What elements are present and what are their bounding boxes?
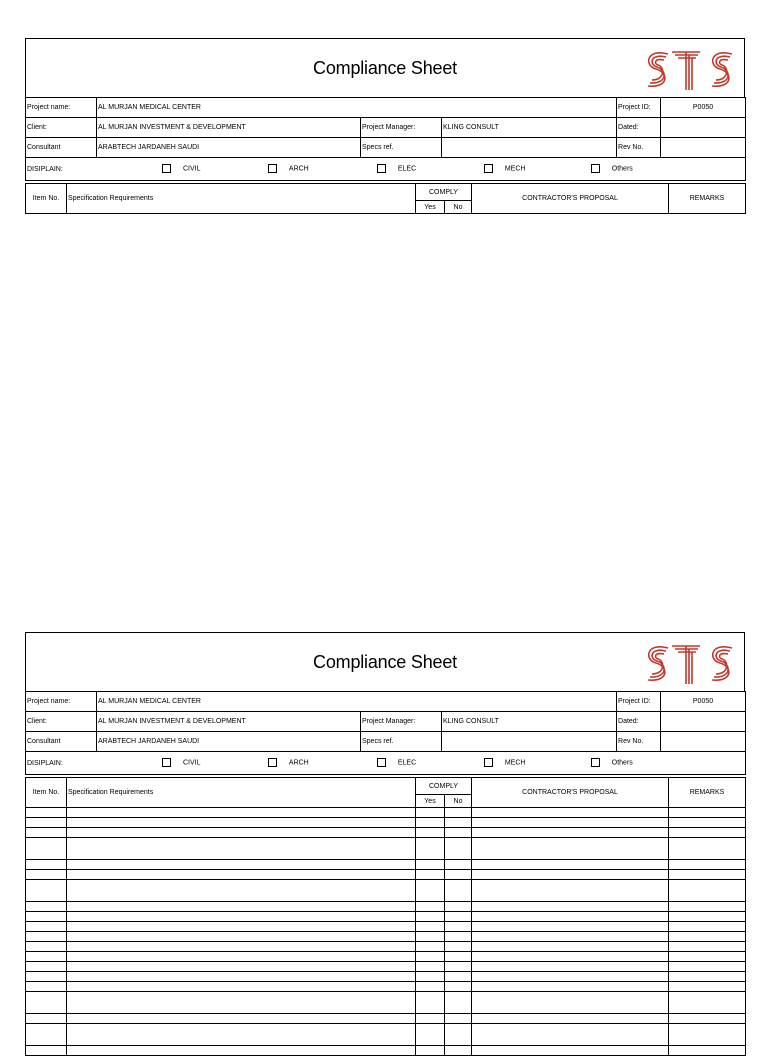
table-cell[interactable] — [67, 912, 416, 922]
table-cell[interactable] — [67, 870, 416, 880]
col-yes: Yes — [416, 201, 445, 214]
client-label: Client: — [26, 712, 97, 732]
checkbox-others[interactable] — [591, 758, 600, 767]
option-arch[interactable] — [268, 758, 375, 767]
col-yes: Yes — [416, 795, 445, 808]
table-cell[interactable] — [472, 1024, 669, 1046]
project-name-value: AL MURJAN MEDICAL CENTER — [97, 692, 617, 712]
table-cell[interactable] — [67, 860, 416, 870]
col-no: No — [445, 795, 472, 808]
checkbox-arch[interactable] — [268, 164, 277, 173]
table-row — [26, 912, 746, 922]
table-cell[interactable] — [669, 1046, 746, 1056]
table-cell[interactable] — [416, 972, 445, 982]
table-cell[interactable] — [67, 992, 416, 1014]
table-row — [26, 972, 746, 982]
table-row — [26, 942, 746, 952]
compliance-table — [25, 777, 746, 1056]
table-cell[interactable] — [472, 932, 669, 942]
table-cell[interactable] — [445, 912, 472, 922]
dated-value — [661, 118, 746, 138]
checkbox-elec[interactable] — [377, 758, 386, 767]
table-cell[interactable] — [67, 972, 416, 982]
table-cell[interactable] — [669, 1024, 746, 1046]
table-cell[interactable] — [67, 942, 416, 952]
table-cell[interactable] — [445, 880, 472, 902]
civil-label: CIVIL — [182, 165, 201, 173]
option-mech[interactable] — [484, 164, 589, 173]
table-cell[interactable] — [445, 952, 472, 962]
client-label: Client: — [26, 118, 97, 138]
table-cell[interactable] — [67, 982, 416, 992]
consultant-label: Consultant — [26, 732, 97, 752]
option-others[interactable] — [591, 758, 633, 767]
table-cell[interactable] — [26, 912, 67, 922]
project-id-label: Project ID: — [617, 98, 661, 118]
table-cell[interactable] — [416, 912, 445, 922]
client-value: AL MURJAN INVESTMENT & DEVELOPMENT — [97, 712, 361, 732]
option-elec[interactable] — [377, 164, 482, 173]
table-cell[interactable] — [67, 1014, 416, 1024]
rev-value — [661, 732, 746, 752]
table-row — [26, 838, 746, 860]
option-elec[interactable] — [377, 758, 482, 767]
table-cell[interactable] — [26, 1046, 67, 1056]
checkbox-civil[interactable] — [162, 758, 171, 767]
table-cell[interactable] — [416, 828, 445, 838]
discipline-label: DISIPLAIN: — [27, 759, 63, 767]
table-row — [26, 952, 746, 962]
project-name-value: AL MURJAN MEDICAL CENTER — [97, 98, 617, 118]
table-cell[interactable] — [26, 972, 67, 982]
sts-logo — [640, 44, 738, 94]
table-cell[interactable] — [472, 838, 669, 860]
dated-label: Dated: — [617, 118, 661, 138]
table-cell[interactable] — [669, 992, 746, 1014]
option-mech[interactable] — [484, 758, 589, 767]
col-remarks: REMARKS — [669, 778, 746, 808]
table-cell[interactable] — [416, 922, 445, 932]
discipline-row — [26, 158, 746, 181]
table-cell[interactable] — [26, 808, 67, 818]
title-box — [25, 39, 745, 97]
project-name-label: Project name: — [26, 98, 97, 118]
specs-value — [442, 732, 617, 752]
table-row — [26, 902, 746, 912]
table-cell[interactable] — [26, 952, 67, 962]
table-cell[interactable] — [445, 902, 472, 912]
checkbox-mech[interactable] — [484, 758, 493, 767]
table-cell[interactable] — [26, 880, 67, 902]
table-cell[interactable] — [669, 818, 746, 828]
checkbox-civil[interactable] — [162, 164, 171, 173]
table-cell[interactable] — [26, 962, 67, 972]
table-cell[interactable] — [67, 902, 416, 912]
table-row — [26, 818, 746, 828]
table-cell[interactable] — [67, 828, 416, 838]
table-cell[interactable] — [445, 932, 472, 942]
table-cell[interactable] — [416, 1014, 445, 1024]
table-cell[interactable] — [67, 952, 416, 962]
mech-label: MECH — [504, 165, 526, 173]
option-arch[interactable] — [268, 164, 375, 173]
pm-value: KLING CONSULT — [442, 712, 617, 732]
table-cell[interactable] — [26, 992, 67, 1014]
table-cell[interactable] — [445, 1014, 472, 1024]
table-row — [26, 860, 746, 870]
table-cell[interactable] — [416, 992, 445, 1014]
others-label: Others — [611, 165, 633, 173]
rev-value — [661, 138, 746, 158]
table-cell[interactable] — [472, 1014, 669, 1024]
table-cell[interactable] — [669, 838, 746, 860]
client-value: AL MURJAN INVESTMENT & DEVELOPMENT — [97, 118, 361, 138]
consultant-value: ARABTECH JARDANEH SAUDI — [97, 732, 361, 752]
table-row — [26, 932, 746, 942]
table-cell[interactable] — [669, 962, 746, 972]
sheet-title: Compliance Sheet — [313, 652, 457, 672]
specs-label: Specs ref. — [361, 732, 442, 752]
table-cell[interactable] — [26, 982, 67, 992]
table-cell[interactable] — [67, 1024, 416, 1046]
table-cell[interactable] — [445, 972, 472, 982]
table-cell[interactable] — [472, 902, 669, 912]
elec-label: ELEC — [397, 165, 417, 173]
pm-value: KLING CONSULT — [442, 118, 617, 138]
table-cell[interactable] — [472, 828, 669, 838]
table-cell[interactable] — [472, 962, 669, 972]
table-cell[interactable] — [67, 1046, 416, 1056]
table-cell[interactable] — [669, 912, 746, 922]
checkbox-others[interactable] — [591, 164, 600, 173]
col-remarks: REMARKS — [669, 184, 746, 214]
table-cell[interactable] — [416, 982, 445, 992]
dated-label: Dated: — [617, 712, 661, 732]
header-table — [25, 183, 746, 214]
col-spec: Specification Requirements — [67, 778, 416, 808]
table-cell[interactable] — [26, 922, 67, 932]
arch-label: ARCH — [288, 759, 309, 767]
table-row — [26, 1024, 746, 1046]
table-cell[interactable] — [472, 922, 669, 932]
col-item: Item No. — [26, 778, 67, 808]
pm-label: Project Manager: — [361, 712, 442, 732]
table-cell[interactable] — [26, 932, 67, 942]
table-cell[interactable] — [669, 942, 746, 952]
compliance-sheet-2 — [25, 632, 745, 1025]
project-id-label: Project ID: — [617, 692, 661, 712]
table-row — [26, 922, 746, 932]
table-cell[interactable] — [472, 1046, 669, 1056]
checkbox-arch[interactable] — [268, 758, 277, 767]
info-table — [25, 691, 746, 775]
table-cell[interactable] — [26, 860, 67, 870]
table-cell[interactable] — [445, 860, 472, 870]
table-cell[interactable] — [445, 870, 472, 880]
table-cell[interactable] — [26, 1014, 67, 1024]
sheet-title: Compliance Sheet — [313, 58, 457, 78]
table-cell[interactable] — [67, 808, 416, 818]
project-id-value: P0050 — [661, 98, 746, 118]
table-cell[interactable] — [416, 870, 445, 880]
others-label: Others — [611, 759, 633, 767]
table-row — [26, 828, 746, 838]
table-row — [26, 1046, 746, 1056]
table-cell[interactable] — [669, 932, 746, 942]
table-cell[interactable] — [669, 860, 746, 870]
table-cell[interactable] — [26, 902, 67, 912]
col-comply: COMPLY — [416, 184, 472, 201]
table-cell[interactable] — [669, 870, 746, 880]
civil-label: CIVIL — [182, 759, 201, 767]
table-cell[interactable] — [472, 880, 669, 902]
table-cell[interactable] — [67, 922, 416, 932]
col-proposal: CONTRACTOR'S PROPOSAL — [472, 778, 669, 808]
mech-label: MECH — [504, 759, 526, 767]
table-cell[interactable] — [67, 818, 416, 828]
table-cell[interactable] — [445, 922, 472, 932]
table-cell[interactable] — [445, 1046, 472, 1056]
table-cell[interactable] — [416, 1046, 445, 1056]
table-cell[interactable] — [416, 818, 445, 828]
table-cell[interactable] — [472, 870, 669, 880]
project-name-label: Project name: — [26, 692, 97, 712]
arch-label: ARCH — [288, 165, 309, 173]
table-row — [26, 870, 746, 880]
rev-label: Rev No. — [617, 732, 661, 752]
table-cell[interactable] — [445, 838, 472, 860]
table-cell[interactable] — [26, 838, 67, 860]
checkbox-mech[interactable] — [484, 164, 493, 173]
table-cell[interactable] — [669, 902, 746, 912]
sts-logo — [640, 638, 738, 688]
table-cell[interactable] — [416, 932, 445, 942]
table-cell[interactable] — [26, 870, 67, 880]
option-civil[interactable] — [162, 164, 266, 173]
table-cell[interactable] — [416, 1024, 445, 1046]
col-comply: COMPLY — [416, 778, 472, 795]
table-cell[interactable] — [445, 828, 472, 838]
table-cell[interactable] — [416, 902, 445, 912]
table-cell[interactable] — [416, 952, 445, 962]
info-table — [25, 97, 746, 181]
table-cell[interactable] — [472, 972, 669, 982]
table-cell[interactable] — [26, 828, 67, 838]
specs-label: Specs ref. — [361, 138, 442, 158]
svg-text:STS: STS — [640, 44, 642, 45]
table-cell[interactable] — [669, 1014, 746, 1024]
table-cell[interactable] — [26, 818, 67, 828]
table-cell[interactable] — [416, 880, 445, 902]
table-cell[interactable] — [416, 808, 445, 818]
table-cell[interactable] — [472, 912, 669, 922]
option-others[interactable] — [591, 164, 633, 173]
consultant-value: ARABTECH JARDANEH SAUDI — [97, 138, 361, 158]
table-cell[interactable] — [445, 992, 472, 1014]
table-cell[interactable] — [26, 1024, 67, 1046]
table-row — [26, 808, 746, 818]
rev-label: Rev No. — [617, 138, 661, 158]
table-cell[interactable] — [445, 942, 472, 952]
table-cell[interactable] — [416, 860, 445, 870]
table-cell[interactable] — [26, 942, 67, 952]
table-cell[interactable] — [416, 838, 445, 860]
table-cell[interactable] — [67, 880, 416, 902]
col-spec: Specification Requirements — [67, 184, 416, 214]
discipline-row — [26, 752, 746, 775]
table-row — [26, 880, 746, 902]
table-cell[interactable] — [445, 818, 472, 828]
table-cell[interactable] — [669, 952, 746, 962]
project-id-value: P0050 — [661, 692, 746, 712]
option-civil[interactable] — [162, 758, 266, 767]
table-cell[interactable] — [416, 962, 445, 972]
table-cell[interactable] — [669, 828, 746, 838]
table-cell[interactable] — [67, 932, 416, 942]
table-cell[interactable] — [472, 952, 669, 962]
table-cell[interactable] — [472, 942, 669, 952]
table-row — [26, 962, 746, 972]
compliance-sheet-1 — [25, 38, 745, 217]
table-cell[interactable] — [416, 942, 445, 952]
table-cell[interactable] — [472, 818, 669, 828]
specs-value — [442, 138, 617, 158]
table-cell[interactable] — [445, 808, 472, 818]
table-cell[interactable] — [445, 982, 472, 992]
dated-value — [661, 712, 746, 732]
table-cell[interactable] — [472, 860, 669, 870]
table-cell[interactable] — [67, 838, 416, 860]
table-cell[interactable] — [669, 922, 746, 932]
table-row — [26, 982, 746, 992]
discipline-label: DISIPLAIN: — [27, 165, 63, 173]
table-cell[interactable] — [472, 808, 669, 818]
elec-label: ELEC — [397, 759, 417, 767]
table-cell[interactable] — [67, 962, 416, 972]
pm-label: Project Manager: — [361, 118, 442, 138]
table-row — [26, 1014, 746, 1024]
title-box — [25, 633, 745, 691]
table-row — [26, 992, 746, 1014]
table-cell[interactable] — [472, 982, 669, 992]
col-no: No — [445, 201, 472, 214]
checkbox-elec[interactable] — [377, 164, 386, 173]
consultant-label: Consultant — [26, 138, 97, 158]
table-cell[interactable] — [669, 880, 746, 902]
table-cell[interactable] — [445, 962, 472, 972]
table-cell[interactable] — [669, 808, 746, 818]
table-cell[interactable] — [445, 1024, 472, 1046]
col-item: Item No. — [26, 184, 67, 214]
table-cell[interactable] — [669, 972, 746, 982]
table-cell[interactable] — [472, 992, 669, 1014]
col-proposal: CONTRACTOR'S PROPOSAL — [472, 184, 669, 214]
table-cell[interactable] — [669, 982, 746, 992]
